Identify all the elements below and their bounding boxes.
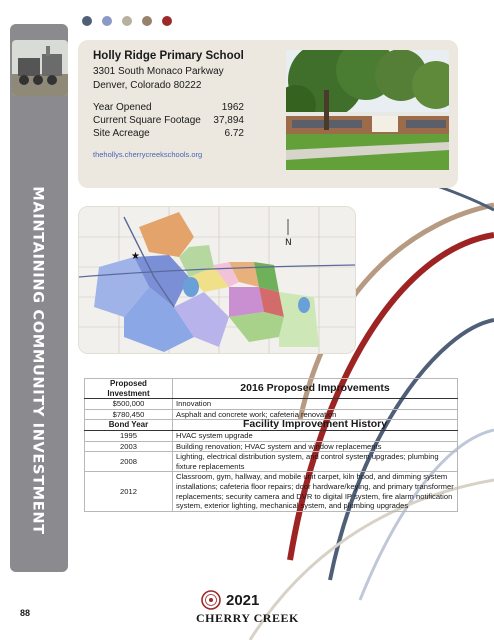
school-photo [286,50,449,170]
proposed-amount: $500,000 [85,399,173,410]
stat-value-site-acreage: 6.72 [224,128,244,139]
table-row [85,430,458,441]
table-row [85,399,458,410]
logo-brand-name: CHERRY CREEK [196,611,299,625]
stat-value-square-footage: 37,894 [213,115,244,126]
table-header-history [85,420,458,431]
dot-navy [82,16,92,26]
proposed-improvements-title: 2016 Proposed Improvements [173,379,458,399]
history-year: 1995 [85,430,173,441]
school-address-line2: Denver, Colorado 80222 [93,80,202,91]
svg-text:★: ★ [131,251,140,262]
table-header-proposed [85,379,458,399]
table-row [85,452,458,472]
page-number: 88 [20,608,31,618]
table-row [85,472,458,511]
stat-value-year-opened: 1962 [221,102,244,113]
dot-beige [122,16,132,26]
proposed-amount: $780,450 [85,409,173,420]
dot-periwinkle [102,16,112,26]
table-row [85,441,458,452]
color-dots [82,16,172,26]
construction-photo [12,40,68,96]
svg-text:N: N [285,238,292,248]
dot-brown [142,16,152,26]
improvements-table [84,378,458,512]
history-year: 2012 [85,472,173,511]
bond-year-header: Bond Year [85,420,173,431]
school-address-line1: 3301 South Monaco Parkway [93,66,224,77]
stat-label-year-opened: Year Opened [93,102,152,113]
proposed-desc: Innovation [173,399,458,410]
school-name: Holly Ridge Primary School [93,50,244,62]
facility-history-title: Facility Improvement History [173,420,458,431]
school-website-link[interactable]: thehollys.cherrycreekschools.org [93,150,203,159]
history-desc: Classroom, gym, hallway, and mobile unit carpet, kiln hood, and dimming system installations; cafeteria floor repairs; door hardware/keying, and primary transformer replacements; security camera and DVR to digital IP system, fire alarm notification system, exterior lighting, mechanical system, and plumbing upgrades [173,472,458,511]
history-year: 2008 [85,452,173,472]
proposed-investment-header: Proposed Investment [85,379,173,399]
dot-red [162,16,172,26]
history-desc: Lighting, electrical distribution system, and control system upgrades; plumbing fixture replacements [173,452,458,472]
district-map [78,206,356,354]
history-desc: HVAC system upgrade [173,430,458,441]
sidebar-title: MAINTAINING COMMUNITY INVESTMENT [29,185,47,535]
sidebar-title-wrap [12,160,64,560]
stat-label-square-footage: Current Square Footage [93,115,201,126]
history-desc: Building renovation; HVAC system and window replacements [173,441,458,452]
proposed-desc: Asphalt and concrete work; cafeteria renovation [173,409,458,420]
history-year: 2003 [85,441,173,452]
logo-year: 2021 [226,592,260,609]
stat-label-site-acreage: Site Acreage [93,128,150,139]
